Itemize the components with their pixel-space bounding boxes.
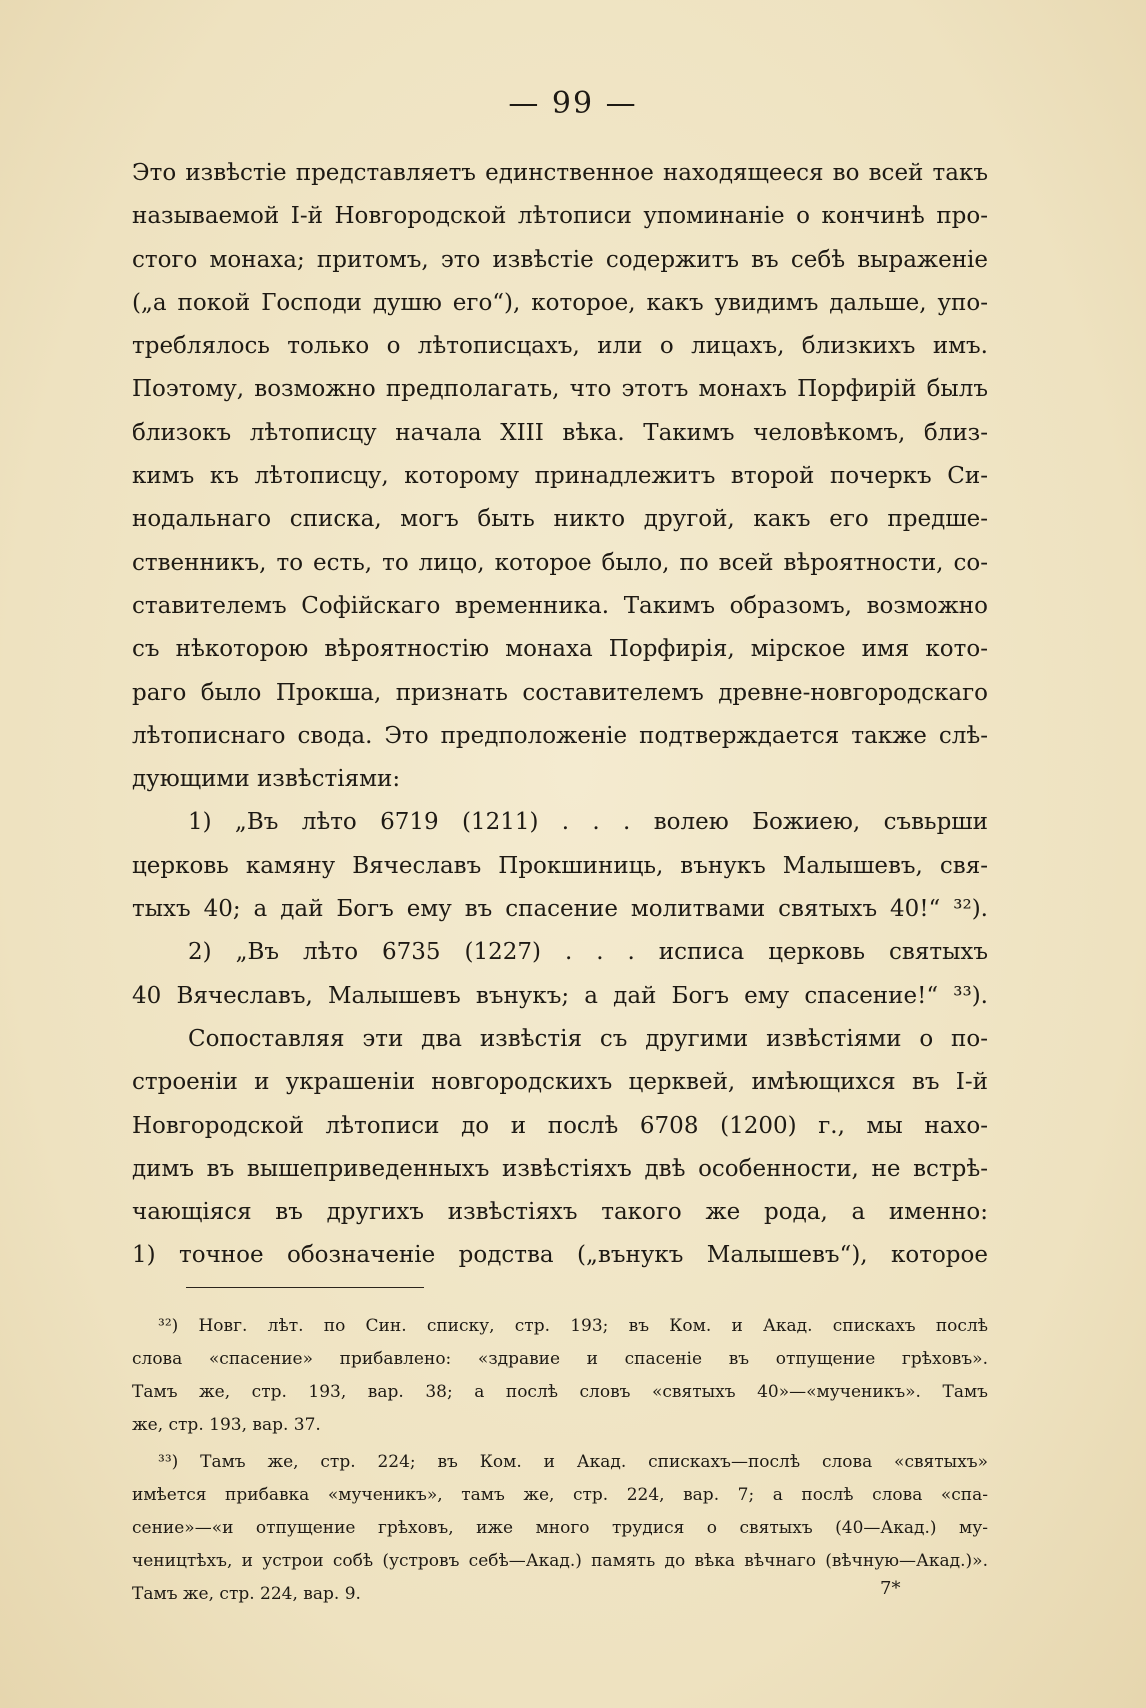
footnotes [132,1310,988,1611]
text-line: съ нѣкоторою вѣроятностію монаха Порфирія, мірское имя кото- [132,636,988,663]
footnote-line: ³³) Тамъ же, стр. 224; въ Ком. и Акад. спискахъ—послѣ слова «святыхъ» [158,1452,988,1472]
text-line: 1) точное обозначеніе родства („вънукъ Малышевъ“), которое [132,1242,988,1269]
text-line: строеніи и украшеніи новгородскихъ церквей, имѣющихся въ I-й [132,1069,988,1096]
text-line: Это извѣстіе представляетъ единственное находящееся во всей такъ [132,160,988,186]
text-line: треблялось только о лѣтописцахъ, или о лицахъ, близкихъ имъ. [132,333,988,360]
main-text [132,152,988,1278]
footnote-line: слова «спасение» прибавлено: «здравие и спасеніе въ отпущение грѣховъ». [132,1349,988,1369]
text-line: ставителемъ Софійскаго временника. Такимъ образомъ, возможно [132,592,988,619]
footnote-line: сение»—«и отпущение грѣховъ, иже много трудися о святыхъ (40—Акад.) му- [132,1518,988,1538]
text-line: церковь камяну Вячеславъ Прокшиниць, вънукъ Малышевъ, свя- [132,852,988,879]
footnote-divider [186,1287,424,1288]
text-line: Поэтому, возможно предполагать, что этотъ монахъ Порфирій былъ [132,376,988,403]
page-number: — 99 — [508,86,638,121]
footnote-line: имѣется прибавка «мученикъ», тамъ же, стр. 224, вар. 7; а послѣ слова «спа- [132,1485,988,1505]
text-line: близокъ лѣтописцу начала XIII вѣка. Такимъ человѣкомъ, близ- [132,419,988,446]
footnote-line: ³²) Новг. лѣт. по Син. списку, стр. 193; въ Ком. и Акад. спискахъ послѣ [158,1316,988,1336]
text-line: Сопоставляя эти два извѣстія съ другими извѣстіями о по- [188,1025,988,1052]
footnote-line: чеництѣхъ, и устрои собѣ (устровъ себѣ—Акад.) память до вѣка вѣчнаго (вѣчную—Акад.)». Тамъ же, стр. 224, вар. 9. [132,1551,988,1604]
text-line: кимъ къ лѣтописцу, которому принадлежитъ второй почеркъ Си- [132,463,988,490]
text-line: чающіяся въ другихъ извѣстіяхъ такого же рода, а именно: [132,1199,988,1226]
signature-mark: 7* [880,1578,901,1599]
text-line: 1) „Въ лѣто 6719 (1211) . . . волею Божиею, съвьрши [188,809,988,836]
text-line: нодальнаго списка, могъ быть никто другой, какъ его предше- [132,506,988,533]
text-line: („а покой Господи душю его“), которое, какъ увидимъ дальше, упо- [132,289,988,316]
text-line: называемой I-й Новгородской лѣтописи упоминаніе о кончинѣ про- [132,203,988,230]
text-line: ственникъ, то есть, то лицо, которое было, по всей вѣроятности, со- [132,549,988,576]
text-line: лѣтописнаго свода. Это предположеніе подтверждается также слѣ- [132,722,988,749]
text-line: дующими извѣстіями: [132,766,401,793]
text-line: стого монаха; притомъ, это извѣстіе содержитъ въ себѣ выраженіе [132,246,988,273]
text-line: раго было Прокша, признать составителемъ древне-новгородскаго [132,679,988,706]
text-line: 40 Вячеславъ, Малышевъ вънукъ; а дай Богъ ему спасение!“ ³³). [132,982,988,1009]
text-line: Новгородской лѣтописи до и послѣ 6708 (1200) г., мы нахо- [132,1112,988,1139]
footnote-line: же, стр. 193, вар. 37. [132,1415,321,1435]
text-line: димъ въ вышеприведенныхъ извѣстіяхъ двѣ особенности, не встрѣ- [132,1155,988,1182]
text-line: тыхъ 40; а дай Богъ ему въ спасение молитвами святыхъ 40!“ ³²). [132,896,988,923]
footnote-line: Тамъ же, стр. 193, вар. 38; а послѣ словъ «святыхъ 40»—«мученикъ». Тамъ [132,1382,988,1402]
text-line: 2) „Въ лѣто 6735 (1227) . . . исписа церковь святыхъ [188,939,988,966]
